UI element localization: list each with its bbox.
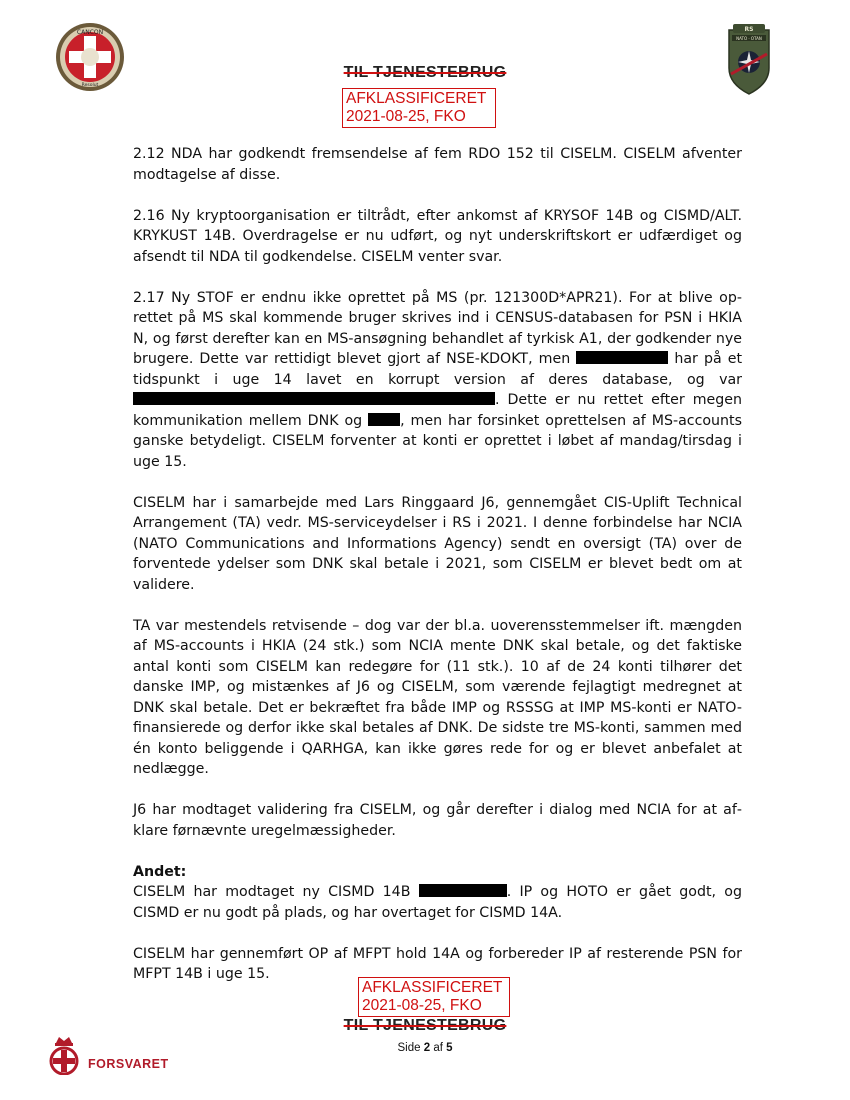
section-heading: Andet: <box>133 863 187 880</box>
paragraph <box>133 862 742 924</box>
page-total: 5 <box>446 1042 453 1054</box>
page-separator: af <box>433 1042 443 1054</box>
forsvaret-brand: FORSVARET <box>88 1057 169 1071</box>
nato-rs-badge-logo <box>727 24 771 96</box>
redaction-bar <box>368 413 400 426</box>
redaction-bar <box>133 392 495 405</box>
redaction-bar <box>419 884 507 897</box>
paragraph: TA var mestendels retvisende – dog var der bl.a. uoverensstemmelser ift. mængden af MS-accounts i HKIA (24 stk.) som NCIA mente DNK skal betale, og det faktiske antal konti som CISELM kan redegøre for (11 stk.). 10 af de 24 konti tilhører det danske IMP, og mistænkes af J6 og CISELM, som værende fejlagtigt medregnet at DNK skal betale. Det er bekræftet fra både IMP og RSSSG at IMP MS-konti er NATO-finansierede og derfor ikke skal betales af DNK. De sidste tre MS-konti, sammen med én konto beliggende i QARHGA, kan ikke gøres rede for og er blevet anbefalet at nedlægge. <box>133 617 742 777</box>
stamp-date: 2021-08-25, FKO <box>362 997 482 1014</box>
paragraph: CISELM har gennemført OP af MFPT hold 14A og forbereder IP af resterende PSN for MFPT 14B i uge 15. <box>133 945 742 982</box>
text-segment: CISELM har modtaget ny CISMD 14B <box>133 884 411 900</box>
text-segment: . Dette er nu rettet efter megen kommunikation mellem DNK og <box>133 392 742 429</box>
stamp-date: 2021-08-25, FKO <box>346 108 466 125</box>
paragraph: J6 har modtaget validering fra CISELM, og går derefter i dialog med NCIA for at afklare førnævnte uregelmæssigheder. <box>133 802 742 839</box>
stamp-label: AFKLASSIFICERET <box>346 90 487 107</box>
text-segment: har på et tidspunkt i uge 14 lavet en korrupt version af deres database, og var <box>133 351 743 388</box>
page-current: 2 <box>423 1042 431 1054</box>
svg-text:Resolut: Resolut <box>81 83 99 88</box>
paragraph <box>133 288 742 473</box>
forsvaret-crown-icon <box>46 1035 82 1075</box>
text-segment: 2.17 Ny STOF er endnu ikke oprettet på MS (pr. 121300D*APR21). For at blive oprettet på MS skal kommende bruger skrives ind i CENSUS-databasen for PSN i HKIA N, og først derefter kan en MS-ansøgning behandlet af tyrkisk A1, der godkender nye brugere. Dette var rettidigt blevet gjort af NSE-KDOKT, men <box>133 289 742 367</box>
declassified-stamp-bottom <box>358 977 510 1017</box>
svg-text:NATO · OTAN: NATO · OTAN <box>736 36 762 41</box>
svg-text:RS: RS <box>744 26 754 33</box>
svg-text:CANCON: CANCON <box>76 29 104 36</box>
paragraph: CISELM har i samarbejde med Lars Ringgaard J6, gennemgået CIS-Uplift Technical Arrangement (TA) vedr. MS-serviceydelser i RS i 2021. I denne forbindelse har NCIA (NATO Communications and Informations Agency) sendt en oversigt (TA) over de forventede ydelser som DNK skal betale i 2021, som CISELM er blevet bedt om at validere. <box>133 494 742 593</box>
document-body <box>133 144 742 1005</box>
paragraph: 2.16 Ny kryptoorganisation er tiltrådt, efter ankomst af KRYSOF 14B og CISMD/ALT. KRYKUST 14B. Overdragelse er nu udført, og nyt underskriftskort er udfærdiget og afsendt til NDA til godkendelse. CISELM venter svar. <box>133 207 742 265</box>
text-segment: , men har forsinket oprettelsen af MS-accounts ganske betydeligt. CISELM forventer at konti er oprettet i løbet af mandag/tirsdag i uge 15. <box>133 412 742 470</box>
classification-header: TIL TJENESTEBRUG <box>343 64 507 81</box>
classification-footer: TIL TJENESTEBRUG <box>343 1017 507 1034</box>
redaction-bar <box>576 351 668 364</box>
page-prefix: Side <box>397 1042 421 1054</box>
stamp-label: AFKLASSIFICERET <box>362 979 503 996</box>
paragraph: 2.12 NDA har godkendt fremsendelse af fem RDO 152 til CISELM. CISELM afventer modtagelse af disse. <box>133 146 742 183</box>
text-segment: . IP og HOTO er gået godt, og CISMD er nu godt på plads, og har overtaget for CISMD 14A. <box>133 884 742 921</box>
declassified-stamp-top <box>342 88 496 128</box>
page-number <box>0 1042 850 1054</box>
